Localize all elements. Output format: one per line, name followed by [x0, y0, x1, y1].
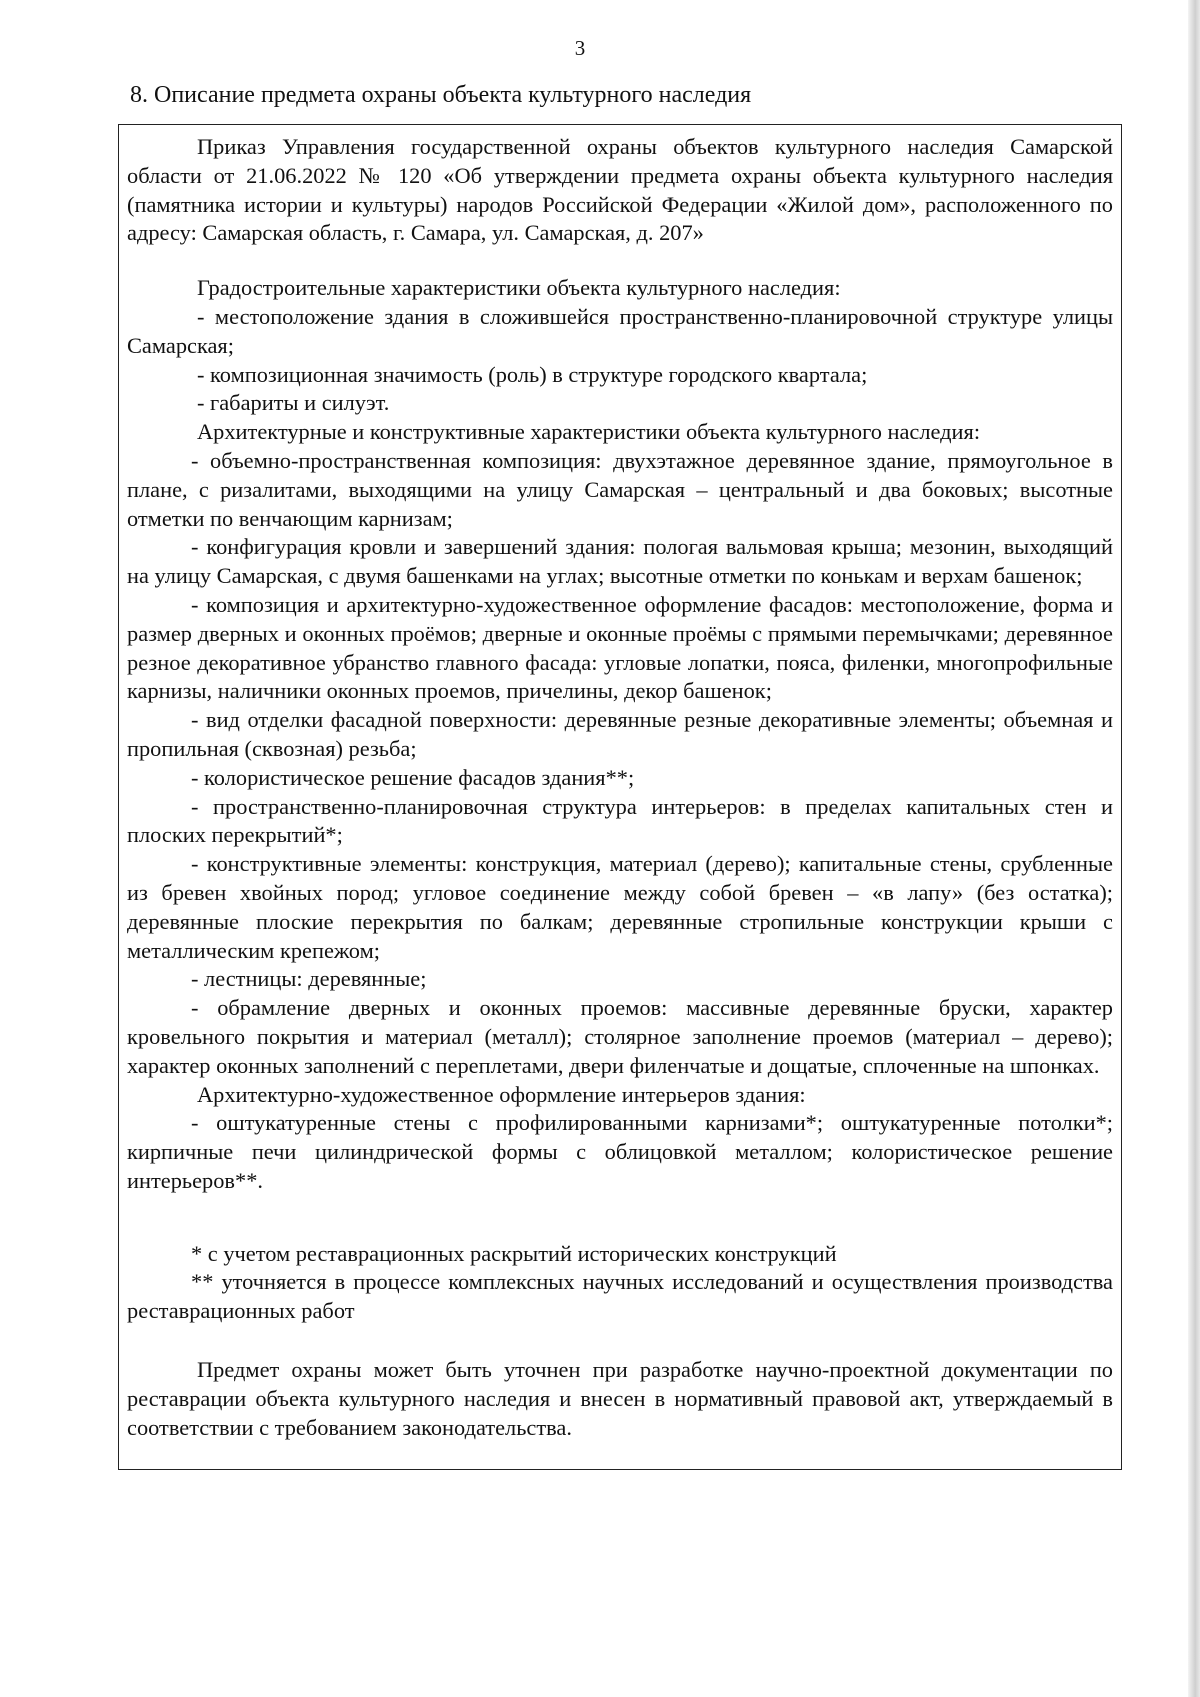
footnote: ** уточняется в процессе комплексных научных исследований и осуществления производства реставрационных работ: [127, 1269, 1113, 1324]
architectural-item: - конфигурация кровли и завершений здания: пологая вальмовая крыша; мезонин, выходящий на улицу Самарская, с двумя башенками на углах; высотные отметки по конькам и верхам башенок;: [127, 534, 1113, 589]
order-reference: Приказ Управления государственной охраны объектов культурного наследия Самарской области от 21.06.2022 № 120 «Об утверждении предмета охраны объекта культурного наследия (памятника истории и культуры) народов Российской Федерации «Жилой дом», расположенного по адресу: Самарская область, г. Самара, ул. Самарская, д. 207»: [127, 134, 1113, 246]
architectural-item: - конструктивные элементы: конструкция, материал (дерево); капитальные стены, срубленные из бревен хвойных пород; угловое соединение между собой бревен – «в лапу» (без остатка); деревянные плоские перекрытия по балкам; деревянные стропильные конструкции крыши с металлическим крепежом;: [127, 851, 1113, 963]
footnote: * с учетом реставрационных раскрытий исторических конструкций: [191, 1240, 837, 1266]
architectural-heading: Архитектурные и конструктивные характеристики объекта культурного наследия:: [197, 419, 981, 445]
architectural-item: - композиция и архитектурно-художественное оформление фасадов: местоположение, форма и размер дверных и оконных проёмов; дверные и оконные проёмы с прямыми перемычками; деревянное резное декоративное убранство главного фасада: угловые лопатки, пояса, филенки, многопрофильные карнизы, наличники оконных проемов, причелины, декор башенок;: [127, 591, 1113, 704]
page-number: 3: [574, 36, 586, 60]
content-box: [118, 124, 1122, 1470]
urban-item: - местоположение здания в сложившейся пространственно-планировочной структуре улицы Самарская;: [127, 303, 1113, 358]
scan-edge: [1188, 0, 1200, 1697]
urban-item: - композиционная значимость (роль) в структуре городского квартала;: [197, 361, 868, 387]
section-heading: 8. Описание предмета охраны объекта культурного наследия: [130, 82, 752, 108]
architectural-item: - колористическое решение фасадов здания**;: [191, 764, 635, 790]
architectural-item: - объемно-пространственная композиция: двухэтажное деревянное здание, прямоугольное в плане, с ризалитами, выходящими на улицу Самарская – центральный и два боковых; высотные отметки по венчающим карнизам;: [127, 447, 1113, 531]
architectural-item: - лестницы: деревянные;: [191, 966, 427, 992]
closing-paragraph: Предмет охраны может быть уточнен при разработке научно-проектной документации по реставрации объекта культурного наследия и внесен в нормативный правовой акт, утверждаемый в соответствии с требованием законодательства.: [127, 1357, 1113, 1440]
architectural-item: - вид отделки фасадной поверхности: деревянные резные декоративные элементы; объемная и пропильная (сквозная) резьба;: [127, 707, 1113, 761]
interior-heading: Архитектурно-художественное оформление интерьеров здания:: [197, 1081, 806, 1107]
architectural-item: - пространственно-планировочная структура интерьеров: в пределах капитальных стен и плоских перекрытий*;: [127, 793, 1113, 848]
urban-heading: Градостроительные характеристики объекта культурного наследия:: [197, 275, 841, 301]
interior-item: - оштукатуренные стены с профилированными карнизами*; оштукатуренные потолки*; кирпичные печи цилиндрической формы с облицовкой металлом; колористическое решение интерьеров**.: [127, 1110, 1113, 1193]
architectural-item: - обрамление дверных и оконных проемов: массивные деревянные бруски, характер кровельного покрытия и материал (металл); столярное заполнение проемов (материал – дерево); характер оконных заполнений с переплетами, двери филенчатые и дощатые, сплоченные на шпонках.: [127, 995, 1113, 1078]
urban-item: - габариты и силуэт.: [197, 390, 390, 416]
